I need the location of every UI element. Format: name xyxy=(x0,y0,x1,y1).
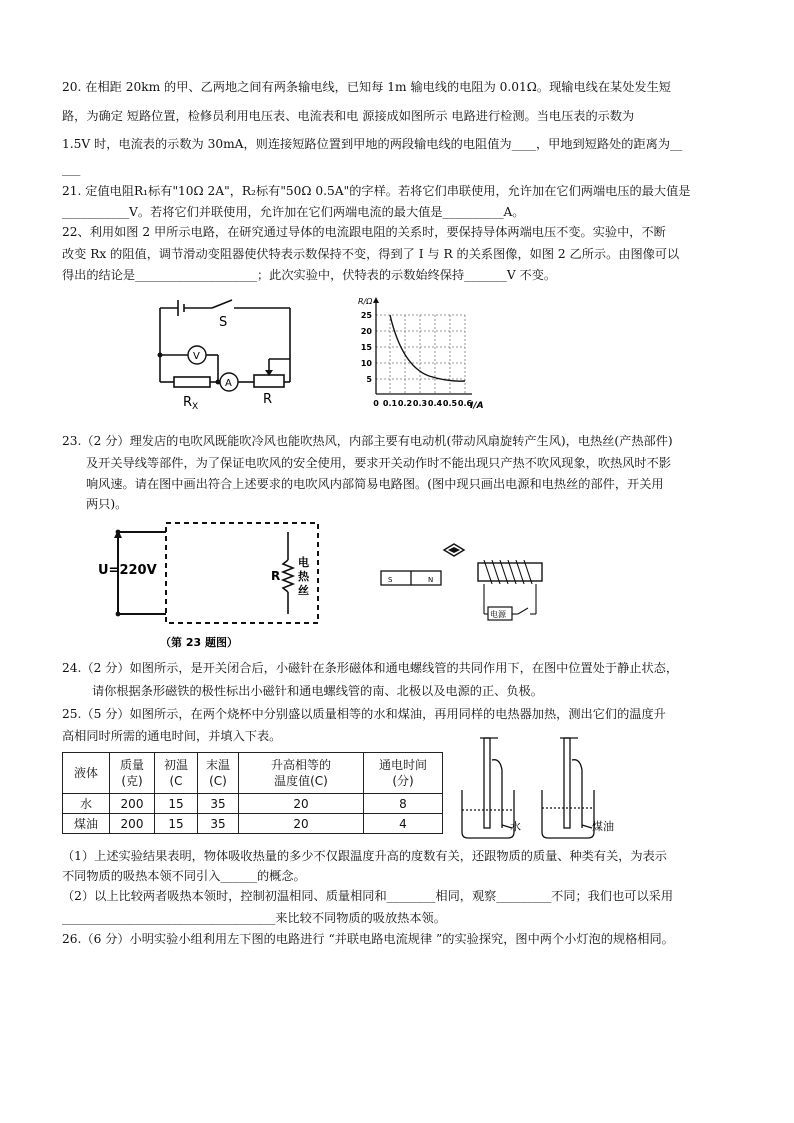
voltmeter-label: V xyxy=(193,351,200,362)
water-label: 水 xyxy=(510,820,521,833)
graph-xtick: 0.1 xyxy=(382,399,398,408)
table-cell: 15 xyxy=(155,814,198,834)
q20-line3: 1.5V 时，电流表的示数为 30mA，则连接短路位置到甲地的两段输电线的电阻值为____，甲地到短路处的距离为__ xyxy=(62,137,683,151)
table-header-cell: 升高相等的 温度值(C) xyxy=(239,753,364,794)
q20-line2: 路，为确定 短路位置，检修员利用电压表、电流表和电 源接成如图所示 电路进行检测。当电压表的示数为 xyxy=(62,109,635,123)
q23-line1: 23.（2 分）理发店的电吹风既能吹冷风也能吹热风，内部主要有电动机(带动风扇旋转产生风)，电热丝(产热部件) xyxy=(62,434,673,448)
magnet-n-label: N xyxy=(428,576,434,584)
q22-circuit-diagram xyxy=(150,294,300,410)
magnet-s-label: S xyxy=(388,576,393,584)
q25-note4: ___________________________________来比较不同物质的吸放热本领。 xyxy=(62,911,446,925)
q23-line4: 两只)。 xyxy=(86,497,128,511)
compass-needle xyxy=(444,544,464,556)
table-header-cell: 液体 xyxy=(63,753,110,794)
graph-xtick: 0.4 xyxy=(427,399,443,408)
graph-xtick: 0.6 xyxy=(457,399,473,408)
table-header-cell: 质量 (克) xyxy=(110,753,155,794)
table-row xyxy=(63,794,443,814)
table-cell: 4 xyxy=(364,814,443,834)
q22-ir-graph xyxy=(344,294,504,414)
q23-hairdryer-figure xyxy=(96,520,336,650)
table-cell: 200 xyxy=(110,814,155,834)
q23-caption: （第 23 题图） xyxy=(160,636,238,649)
table-cell: 35 xyxy=(198,794,239,814)
q23-line3: 响风速。请在图中画出符合上述要求的电吹风内部简易电路图。(图中现只画出电源和电热丝的部件，开关用 xyxy=(86,477,664,491)
r-label: R xyxy=(263,392,273,407)
graph-ytick: 20 xyxy=(360,327,372,336)
ir-curve xyxy=(390,315,465,381)
q22-line1: 22、利用如图 2 甲所示电路，在研究通过导体的电流跟电阻的关系时，要保持导体两端电压不变。实验中，不断 xyxy=(62,225,666,239)
graph-xtick: 0.3 xyxy=(412,399,428,408)
q24-line1: 24.（2 分）如图所示，是开关闭合后，小磁针在条形磁体和通电螺线管的共同作用下，在图中位置处于静止状态， xyxy=(62,661,679,675)
graph-ylabel: R/Ω xyxy=(358,297,373,306)
q25-note1: （1）上述实验结果表明，物体吸收热量的多少不仅跟温度升高的度数有关，还跟物质的质量、种类有关，为表示 xyxy=(62,849,667,863)
q23-line2: 及开关导线等部件，为了保证电吹风的安全使用，要求开关动作时不能出现只产热不吹风现象，吹热风时不影 xyxy=(86,456,671,470)
table-header-cell: 初温(C xyxy=(155,753,198,794)
rx-label: $R_X$ xyxy=(183,395,199,410)
table-cell: 煤油 xyxy=(63,814,110,834)
q20-line1: 20. 在相距 20km 的甲、乙两地之间有两条输电线，已知每 1m 输电线的电阻为 0.01Ω。现输电线在某处发生短 xyxy=(62,80,671,94)
q22-line2: 改变 Rx 的阻值，调节滑动变阻器使伏特表示数保持不变，得到了 I 与 R 的关系图像，如图 2 乙所示。由图像可以 xyxy=(62,247,680,261)
graph-xtick: 0 xyxy=(373,399,379,408)
q22-line3: 得出的结论是____________________；此次实验中，伏特表的示数始终保持_______V 不变。 xyxy=(62,268,557,282)
table-cell: 20 xyxy=(239,814,364,834)
q25-line1: 25.（5 分）如图所示，在两个烧杯中分别盛以质量相等的水和煤油，再用同样的电热器加热，测出它们的温度升 xyxy=(62,707,666,721)
q25-data-table xyxy=(62,752,443,834)
q20-line4: ___ xyxy=(62,162,81,176)
q25-note3: （2）以上比较两者吸热本领时，控制初温相同、质量相同和________相同，观察_________不同；我们也可以采用 xyxy=(62,889,674,903)
graph-ytick: 15 xyxy=(360,343,372,352)
table-cell: 水 xyxy=(63,794,110,814)
heater-label-2: 热 xyxy=(298,570,309,583)
q21-line2: ___________V。若将它们并联使用，允许加在它们两端电流的最大值是__________A。 xyxy=(62,205,525,219)
q25-beakers-figure xyxy=(452,730,632,842)
kerosene-label: 煤油 xyxy=(592,820,614,833)
voltage-label: U=220V xyxy=(98,563,157,578)
q24-line2: 请你根据条形磁铁的极性标出小磁针和通电螺线管的南、北极以及电源的正、负极。 xyxy=(92,684,543,698)
power-source-label: 电源 xyxy=(490,610,506,619)
graph-xlabel: I/A xyxy=(470,401,484,411)
graph-xtick: 0.5 xyxy=(442,399,458,408)
switch-label: S xyxy=(219,315,228,330)
heater-label-3: 丝 xyxy=(298,584,309,597)
table-header-cell: 末温 (C) xyxy=(198,753,239,794)
q25-note2: 不同物质的吸热本领不同引入______的概念。 xyxy=(62,869,306,883)
dryer-box xyxy=(166,523,318,623)
q25-line2: 高相同时所需的通电时间，并填入下表。 xyxy=(62,729,282,743)
heater-r-label: R xyxy=(271,569,281,583)
table-cell: 200 xyxy=(110,794,155,814)
graph-ytick: 5 xyxy=(366,375,372,384)
q26-line1: 26.（6 分）小明实验小组利用左下图的电路进行 “并联电路电流规律 ”的实验探究，图中两个小灯泡的规格相同。 xyxy=(62,932,674,946)
table-row xyxy=(63,814,443,834)
table-header-cell: 通电时间 (分) xyxy=(364,753,443,794)
graph-ytick: 10 xyxy=(360,359,372,368)
table-cell: 8 xyxy=(364,794,443,814)
graph-xtick: 0.2 xyxy=(397,399,413,408)
graph-ytick: 25 xyxy=(360,311,372,320)
heater-label-1: 电 xyxy=(298,556,309,569)
table-cell: 20 xyxy=(239,794,364,814)
table-cell: 35 xyxy=(198,814,239,834)
table-cell: 15 xyxy=(155,794,198,814)
q21-line1: 21. 定值电阻R₁标有"10Ω 2A"，R₂标有"50Ω 0.5A"的字样。若将它们串联使用，允许加在它们两端电压的最大值是 xyxy=(62,184,691,198)
ammeter-label: A xyxy=(225,378,232,389)
q24-magnet-figure xyxy=(376,540,566,624)
